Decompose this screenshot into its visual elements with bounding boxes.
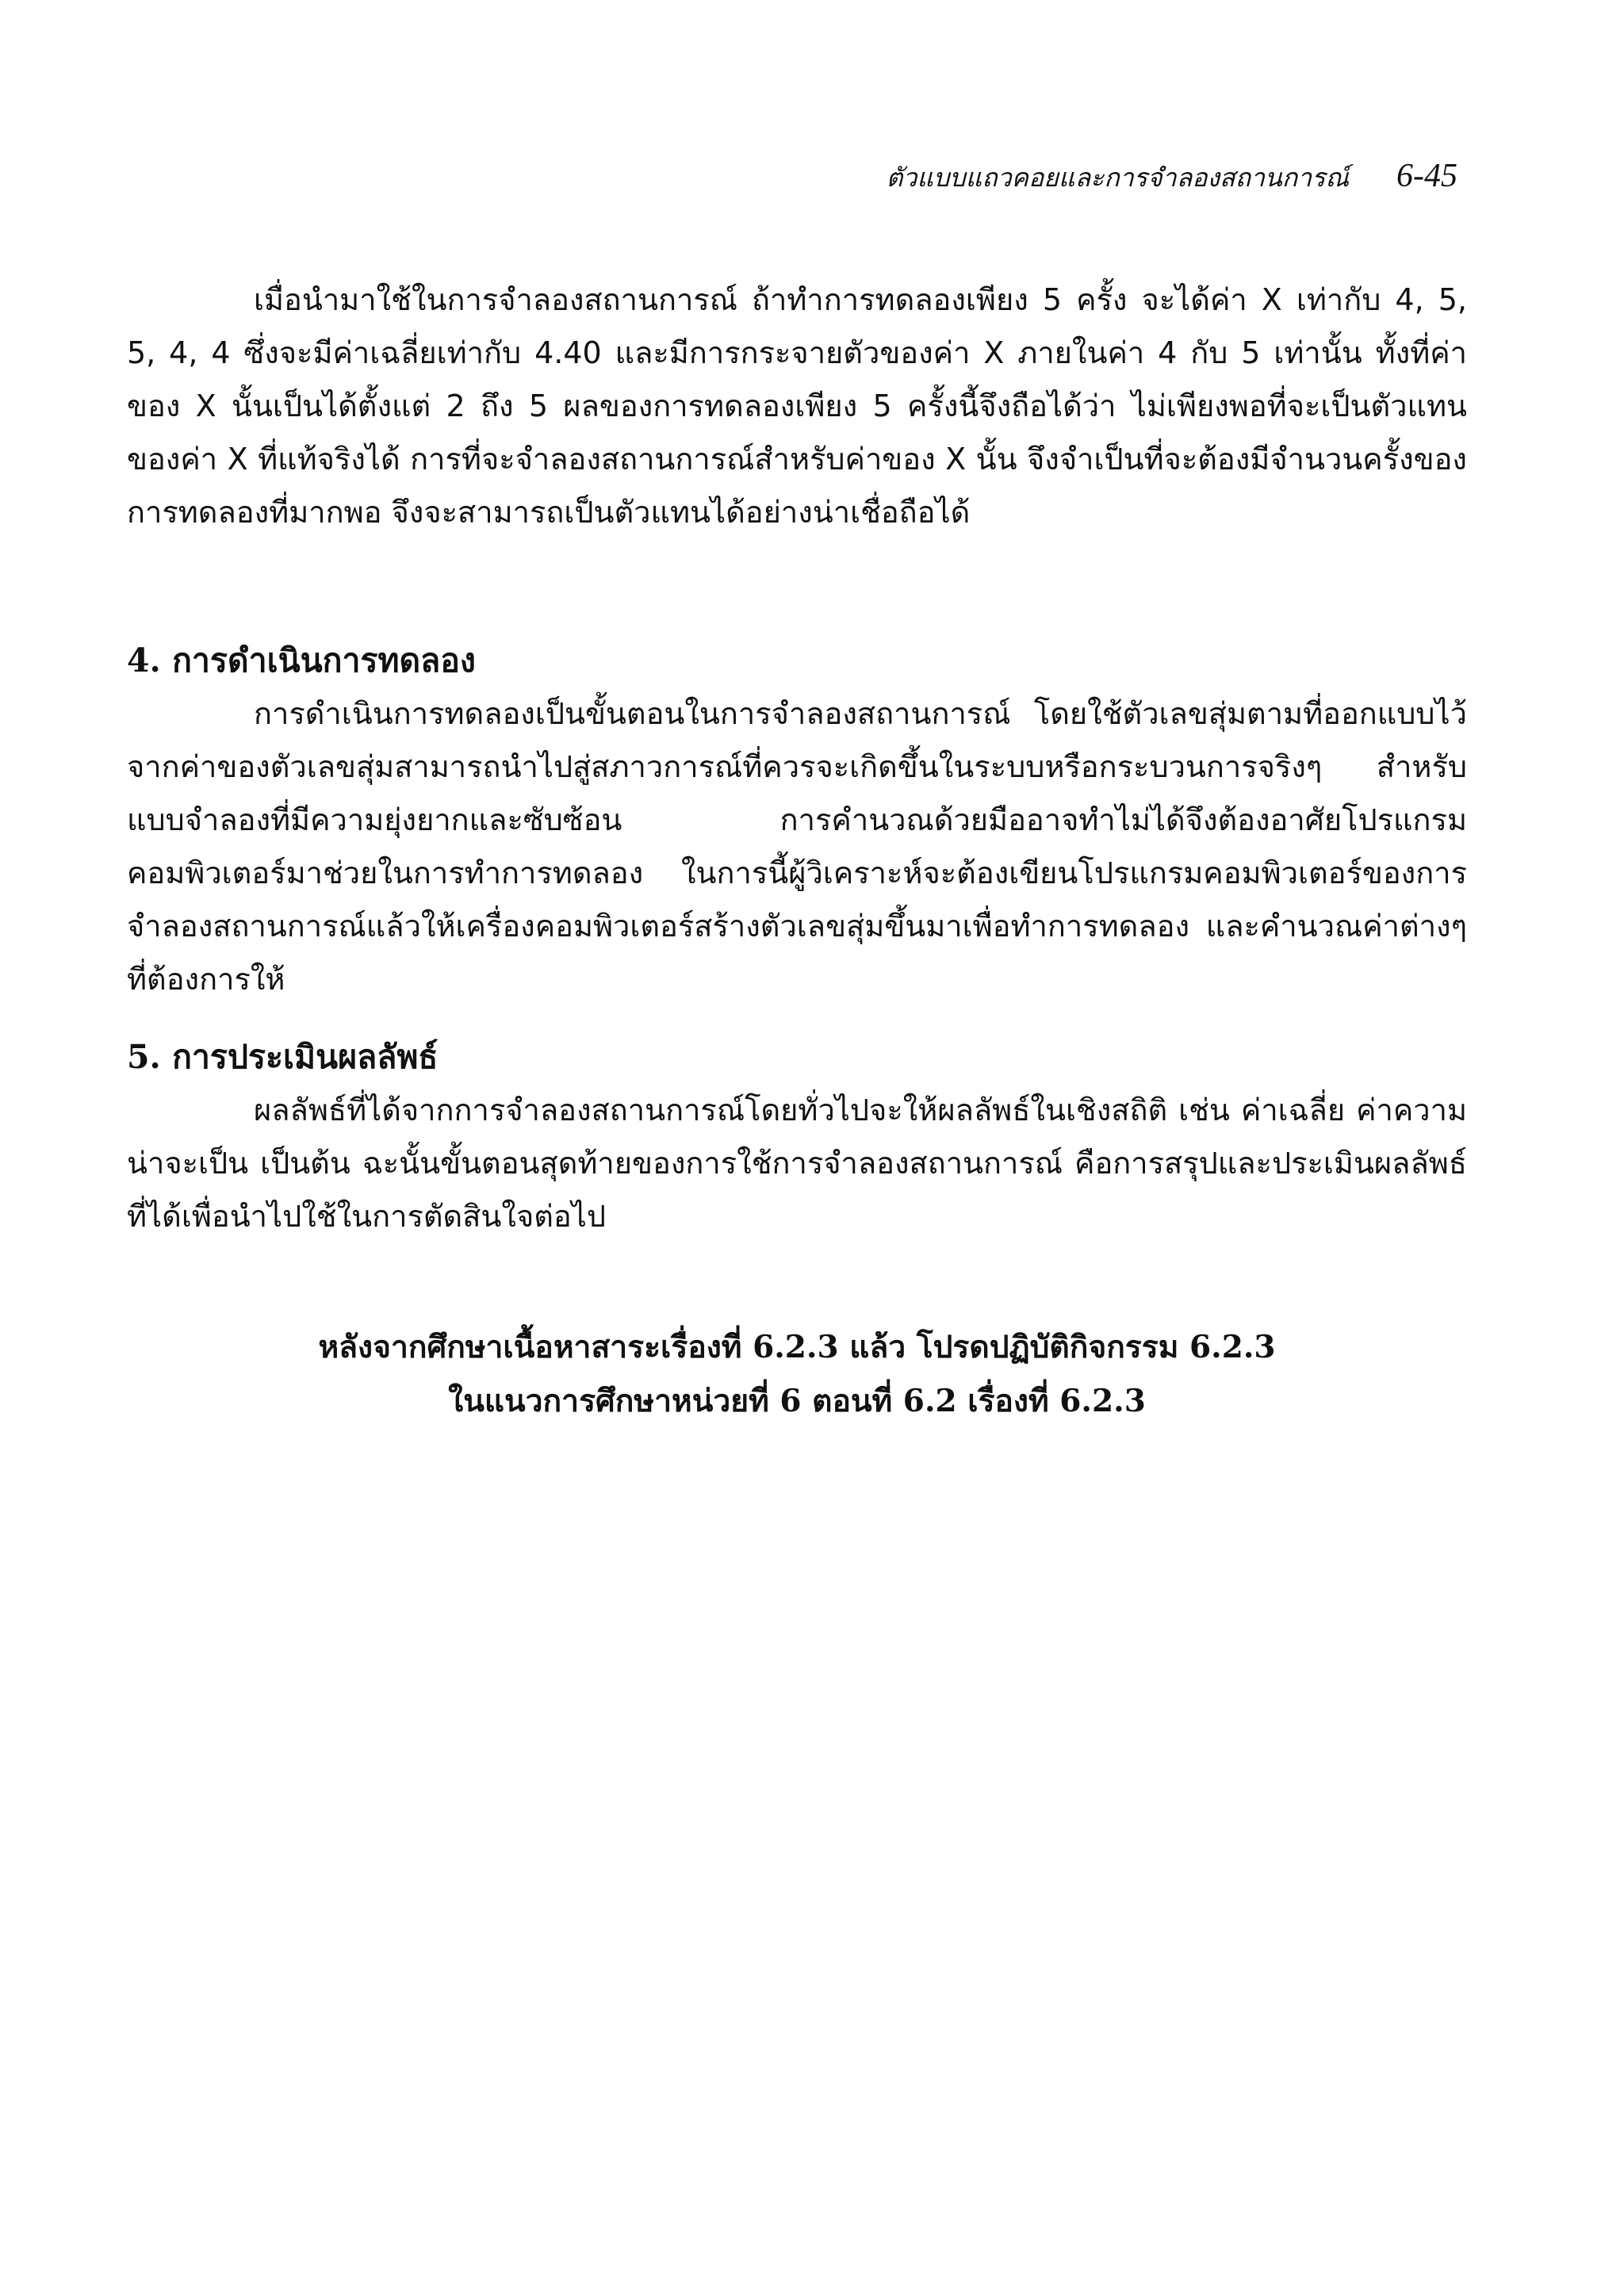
page-number: 6-45: [1396, 158, 1457, 194]
section-5: [127, 1031, 1467, 1243]
section-5-paragraph: ผลลัพธ์ที่ได้จากการจำลองสถานการณ์โดยทั่วไปจะให้ผลลัพธ์ในเชิงสถิติ เช่น ค่าเฉลี่ย ค่าความน่าจะเป็น เป็นต้น ฉะนั้นขั้นตอนสุดท้ายของการใช้การจำลองสถานการณ์ คือการสรุปและประเมินผลลัพธ์ที่ได้เพื่อนำไปใช้ในการตัดสินใจต่อไป: [127, 1093, 1467, 1234]
section-5-heading: 5. การประเมินผลลัพธ์: [127, 1038, 439, 1076]
intro-paragraph: เมื่อนำมาใช้ในการจำลองสถานการณ์ ถ้าทำการทดลองเพียง 5 ครั้ง จะได้ค่า X เท่ากับ 4, 5, 5, 4, 4 ซึ่งจะมีค่าเฉลี่ยเท่ากับ 4.40 และมีการกระจายตัวของค่า X ภายในค่า 4 กับ 5 เท่านั้น ทั้งที่ค่าของ X นั้นเป็นได้ตั้งแต่ 2 ถึง 5 ผลของการทดลองเพียง 5 ครั้งนี้จึงถือได้ว่า ไม่เพียงพอที่จะเป็นตัวแทนของค่า X ที่แท้จริงได้ การที่จะจำลองสถานการณ์สำหรับค่าของ X นั้น จึงจำเป็นที่จะต้องมีจำนวนครั้งของการทดลองที่มากพอ จึงจะสามารถเป็นตัวแทนได้อย่างน่าเชื่อถือได้: [127, 282, 1467, 530]
activity-instruction-line-1: หลังจากศึกษาเนื้อหาสาระเรื่องที่ 6.2.3 แล้ว โปรดปฏิบัติกิจกรรม 6.2.3: [318, 1329, 1276, 1365]
activity-instruction-line-2: ในแนวการศึกษาหน่วยที่ 6 ตอนที่ 6.2 เรื่องที่ 6.2.3: [448, 1383, 1146, 1419]
section-4-heading: 4. การดำเนินการทดลอง: [127, 641, 476, 679]
activity-instruction: [127, 1320, 1467, 1428]
intro-section: [127, 274, 1467, 539]
running-header: [887, 157, 1457, 205]
running-title: ตัวแบบแถวคอยและการจำลองสถานการณ์: [886, 163, 1349, 193]
section-4: [127, 634, 1467, 1006]
section-4-paragraph: การดำเนินการทดลองเป็นขั้นตอนในการจำลองสถานการณ์ โดยใช้ตัวเลขสุ่มตามที่ออกแบบไว้จากค่าของตัวเลขสุ่มสามารถนำไปสู่สภาวการณ์ที่ควรจะเกิดขึ้นในระบบหรือกระบวนการจริงๆ สำหรับแบบจำลองที่มีความยุ่งยากและซับซ้อน การคำนวณด้วยมืออาจทำไม่ได้จึงต้องอาศัยโปรแกรมคอมพิวเตอร์มาช่วยในการทำการทดลอง ในการนี้ผู้วิเคราะห์จะต้องเขียนโปรแกรมคอมพิวเตอร์ของการจำลองสถานการณ์แล้วให้เครื่องคอมพิวเตอร์สร้างตัวเลขสุ่มขึ้นมาเพื่อทำการทดลอง และคำนวณค่าต่างๆ ที่ต้องการให้: [127, 696, 1467, 997]
